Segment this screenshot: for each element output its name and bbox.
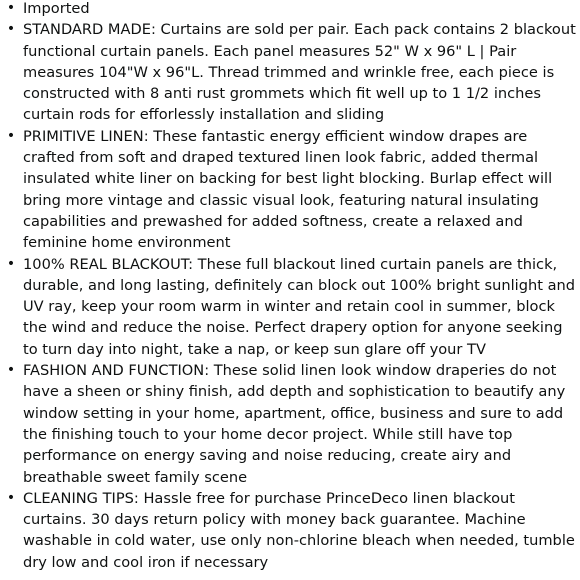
feature-bullet-imported bbox=[6, 0, 580, 19]
feature-bullet-cleaning-tips bbox=[6, 488, 580, 573]
bullet-dot-icon: • bbox=[6, 21, 16, 38]
feature-bullet-primitive-linen bbox=[6, 126, 580, 254]
feature-text: Imported bbox=[23, 0, 90, 17]
feature-text: FASHION AND FUNCTION: These solid linen look window draperies do not have a sheen or shiny finish, add depth and sophistication to beautify any window setting in your home, apartment, office, business and sure to add the finishing touch to your home decor project. While still have top performance on energy saving and noise reducing, create airy and breathable sweet family scene bbox=[23, 362, 566, 486]
feature-text: PRIMITIVE LINEN: These fantastic energy efficient window drapes are crafted from soft and draped textured linen look fabric, added thermal insulated white liner on backing for best light blocking. Burlap effect will bring more vintage and classic visual look, featuring natural insulating capabilities and prewashed for added softness, create a relaxed and feminine home environment bbox=[23, 127, 553, 252]
feature-bullet-fashion-function bbox=[6, 360, 580, 488]
feature-text: CLEANING TIPS: Hassle free for purchase PrinceDeco linen blackout curtains. 30 days return policy with money back guarantee. Machine washable in cold water, use only non-chlorine bleach when needed, tumble dry low and cool iron if necessary bbox=[23, 489, 575, 571]
bullet-dot-icon: • bbox=[6, 255, 16, 272]
feature-text: 100% REAL BLACKOUT: These full blackout lined curtain panels are thick, durable, and long lasting, definitely can block out 100% bright sunlight and UV ray, keep your room warm in winter and retain cool in summer, block the wind and reduce the noise. Perfect drapery option for anyone seeking to turn day into night, take a nap, or keep sun glare off your TV bbox=[23, 255, 576, 358]
bullet-dot-icon: • bbox=[6, 489, 16, 506]
feature-bullet-standard-made bbox=[6, 19, 580, 125]
bullet-dot-icon: • bbox=[6, 0, 16, 16]
feature-bullet-real-blackout bbox=[6, 254, 580, 360]
bullet-dot-icon: • bbox=[6, 362, 16, 379]
feature-text: STANDARD MADE: Curtains are sold per pair. Each pack contains 2 blackout functional curtain panels. Each panel measures 52" W x 96" L | Pair measures 104"W x 96"L. Thread trimmed and wrinkle free, each piece is constructed with 8 anti rust grommets which fit well up to 1 1/2 inches curtain rods for efforlessly installation and sliding bbox=[23, 21, 576, 124]
bullet-dot-icon: • bbox=[6, 127, 16, 144]
